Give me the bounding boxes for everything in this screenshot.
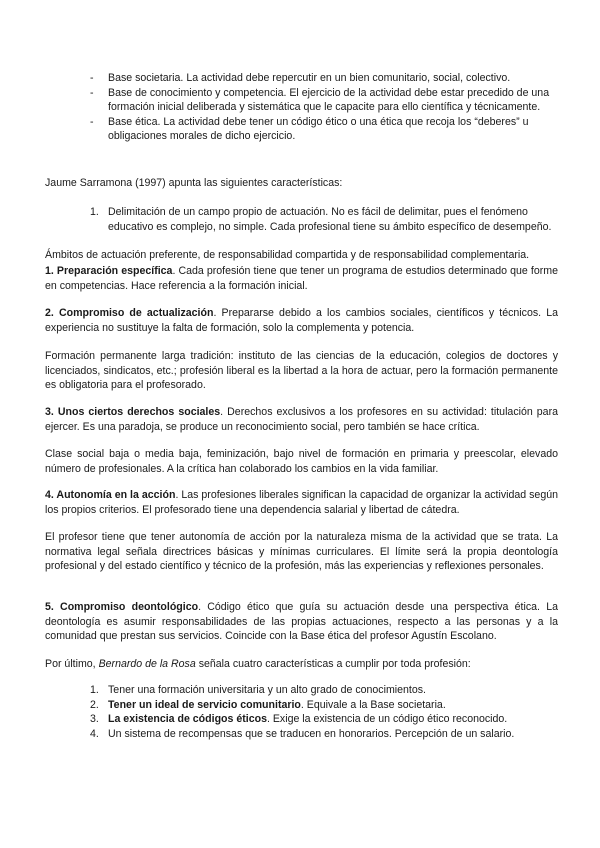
list-item: 4. Un sistema de recompensas que se traducen en honorarios. Percepción de un salario. <box>90 727 515 740</box>
list-item: - Base societaria. La actividad debe repercutir en un bien comunitario, social, colectivo. <box>90 72 511 84</box>
heading-deontologico: 5. Compromiso deontológico <box>45 601 199 613</box>
rosa-list <box>90 683 558 741</box>
paragraph-clase-social: Clase social baja o media baja, feminización, bajo nivel de formación en primaria y preescolar, elevado número de profesionales. A la crítica han colaborado los cambios en la vida familiar. <box>45 448 558 475</box>
paragraph-preparacion: 1. Preparación específica. Cada profesión tiene que tener un programa de estudios determinado que forme en competencias. Hace referencia a la formación inicial. <box>45 265 558 292</box>
paragraph-formacion: Formación permanente larga tradición: instituto de las ciencias de la educación, colegios de doctores y licenciados, sindicatos, etc.; profesión liberal es la libertad a la hora de actuar, pero la formación permanente es obligatoria para el profesorado. <box>45 350 558 391</box>
list-item: - Base de conocimiento y competencia. El ejercicio de la actividad debe estar precedido de una formación inicial deliberada y sistemática que le capacite para ello científica y técnicamente. <box>90 86 550 113</box>
heading-actualizacion: 2. Compromiso de actualización <box>45 307 214 319</box>
heading-autonomia: 4. Autonomía en la acción <box>45 489 176 501</box>
dash-marker: - <box>90 72 94 84</box>
sarramona-intro: Jaume Sarramona (1997) apunta las siguientes características: <box>45 177 343 189</box>
final-intro: Por último, Bernardo de la Rosa señala cuatro características a cumplir por toda profesión: <box>45 658 471 670</box>
list-item: 2. Tener un ideal de servicio comunitario. Equivale a la Base societaria. <box>90 698 446 711</box>
heading-preparacion: 1. Preparación específica <box>45 265 173 277</box>
list-item: 1. Tener una formación universitaria y un alto grado de conocimientos. <box>90 684 426 696</box>
author-name: Bernardo de la Rosa <box>98 658 196 670</box>
bases-list <box>90 71 558 144</box>
paragraph-derechos: 3. Unos ciertos derechos sociales. Derechos exclusivos a los profesores en su actividad: titulación para ejercer. Es una paradoja, se produce un reconocimiento social, pero también se hace crítica. <box>45 406 558 433</box>
paragraph-autonomia: 4. Autonomía en la acción. Las profesiones liberales significan la capacidad de organizar la actividad según los propios criterios. El profesorado tiene una dependencia salarial y libertad de cátedra. <box>45 489 559 516</box>
ambitos-text: Ámbitos de actuación preferente, de responsabilidad compartida y de responsabilidad complementaria. <box>45 249 530 261</box>
list-item: 1. Delimitación de un campo propio de actuación. No es fácil de delimitar, pues el fenómeno educativo es complejo, no simple. Cada profesional tiene su ámbito específico de desempeño. <box>90 206 552 233</box>
paragraph-deontologico: 5. Compromiso deontológico. Código ético que guía su actuación desde una perspectiva ética. La deontología es asumir responsabilidades de las propias actuaciones, respecto a las personas y a la comunidad que prestan sus servicios. Coincide con la Base ética del profesor Agustín Escolano. <box>45 601 558 642</box>
dash-marker: - <box>90 86 94 99</box>
heading-derechos: 3. Unos ciertos derechos sociales <box>45 406 221 418</box>
paragraph-autonomia-detalle: El profesor tiene que tener autonomía de acción por la naturaleza misma de la actividad que se trata. La normativa legal señala directrices básicas y mínimas curriculares. El límite será la propia deontología profesional y del estado científico y técnico de la profesión, más las experiencias y reflexiones personales. <box>45 531 558 572</box>
list-item: 3. La existencia de códigos éticos. Exige la existencia de un código ético reconocido. <box>90 713 508 725</box>
sarramona-list <box>90 205 558 234</box>
list-item: - Base ética. La actividad debe tener un código ético o una ética que recoja los “deberes” u obligaciones morales de dicho ejercicio. <box>90 115 529 142</box>
paragraph-actualizacion: 2. Compromiso de actualización. Prepararse debido a los cambios sociales, científicos y técnicos. La experiencia no sustituye la falta de formación, solo la complementa y potencia. <box>45 307 558 334</box>
dash-marker: - <box>90 115 94 128</box>
